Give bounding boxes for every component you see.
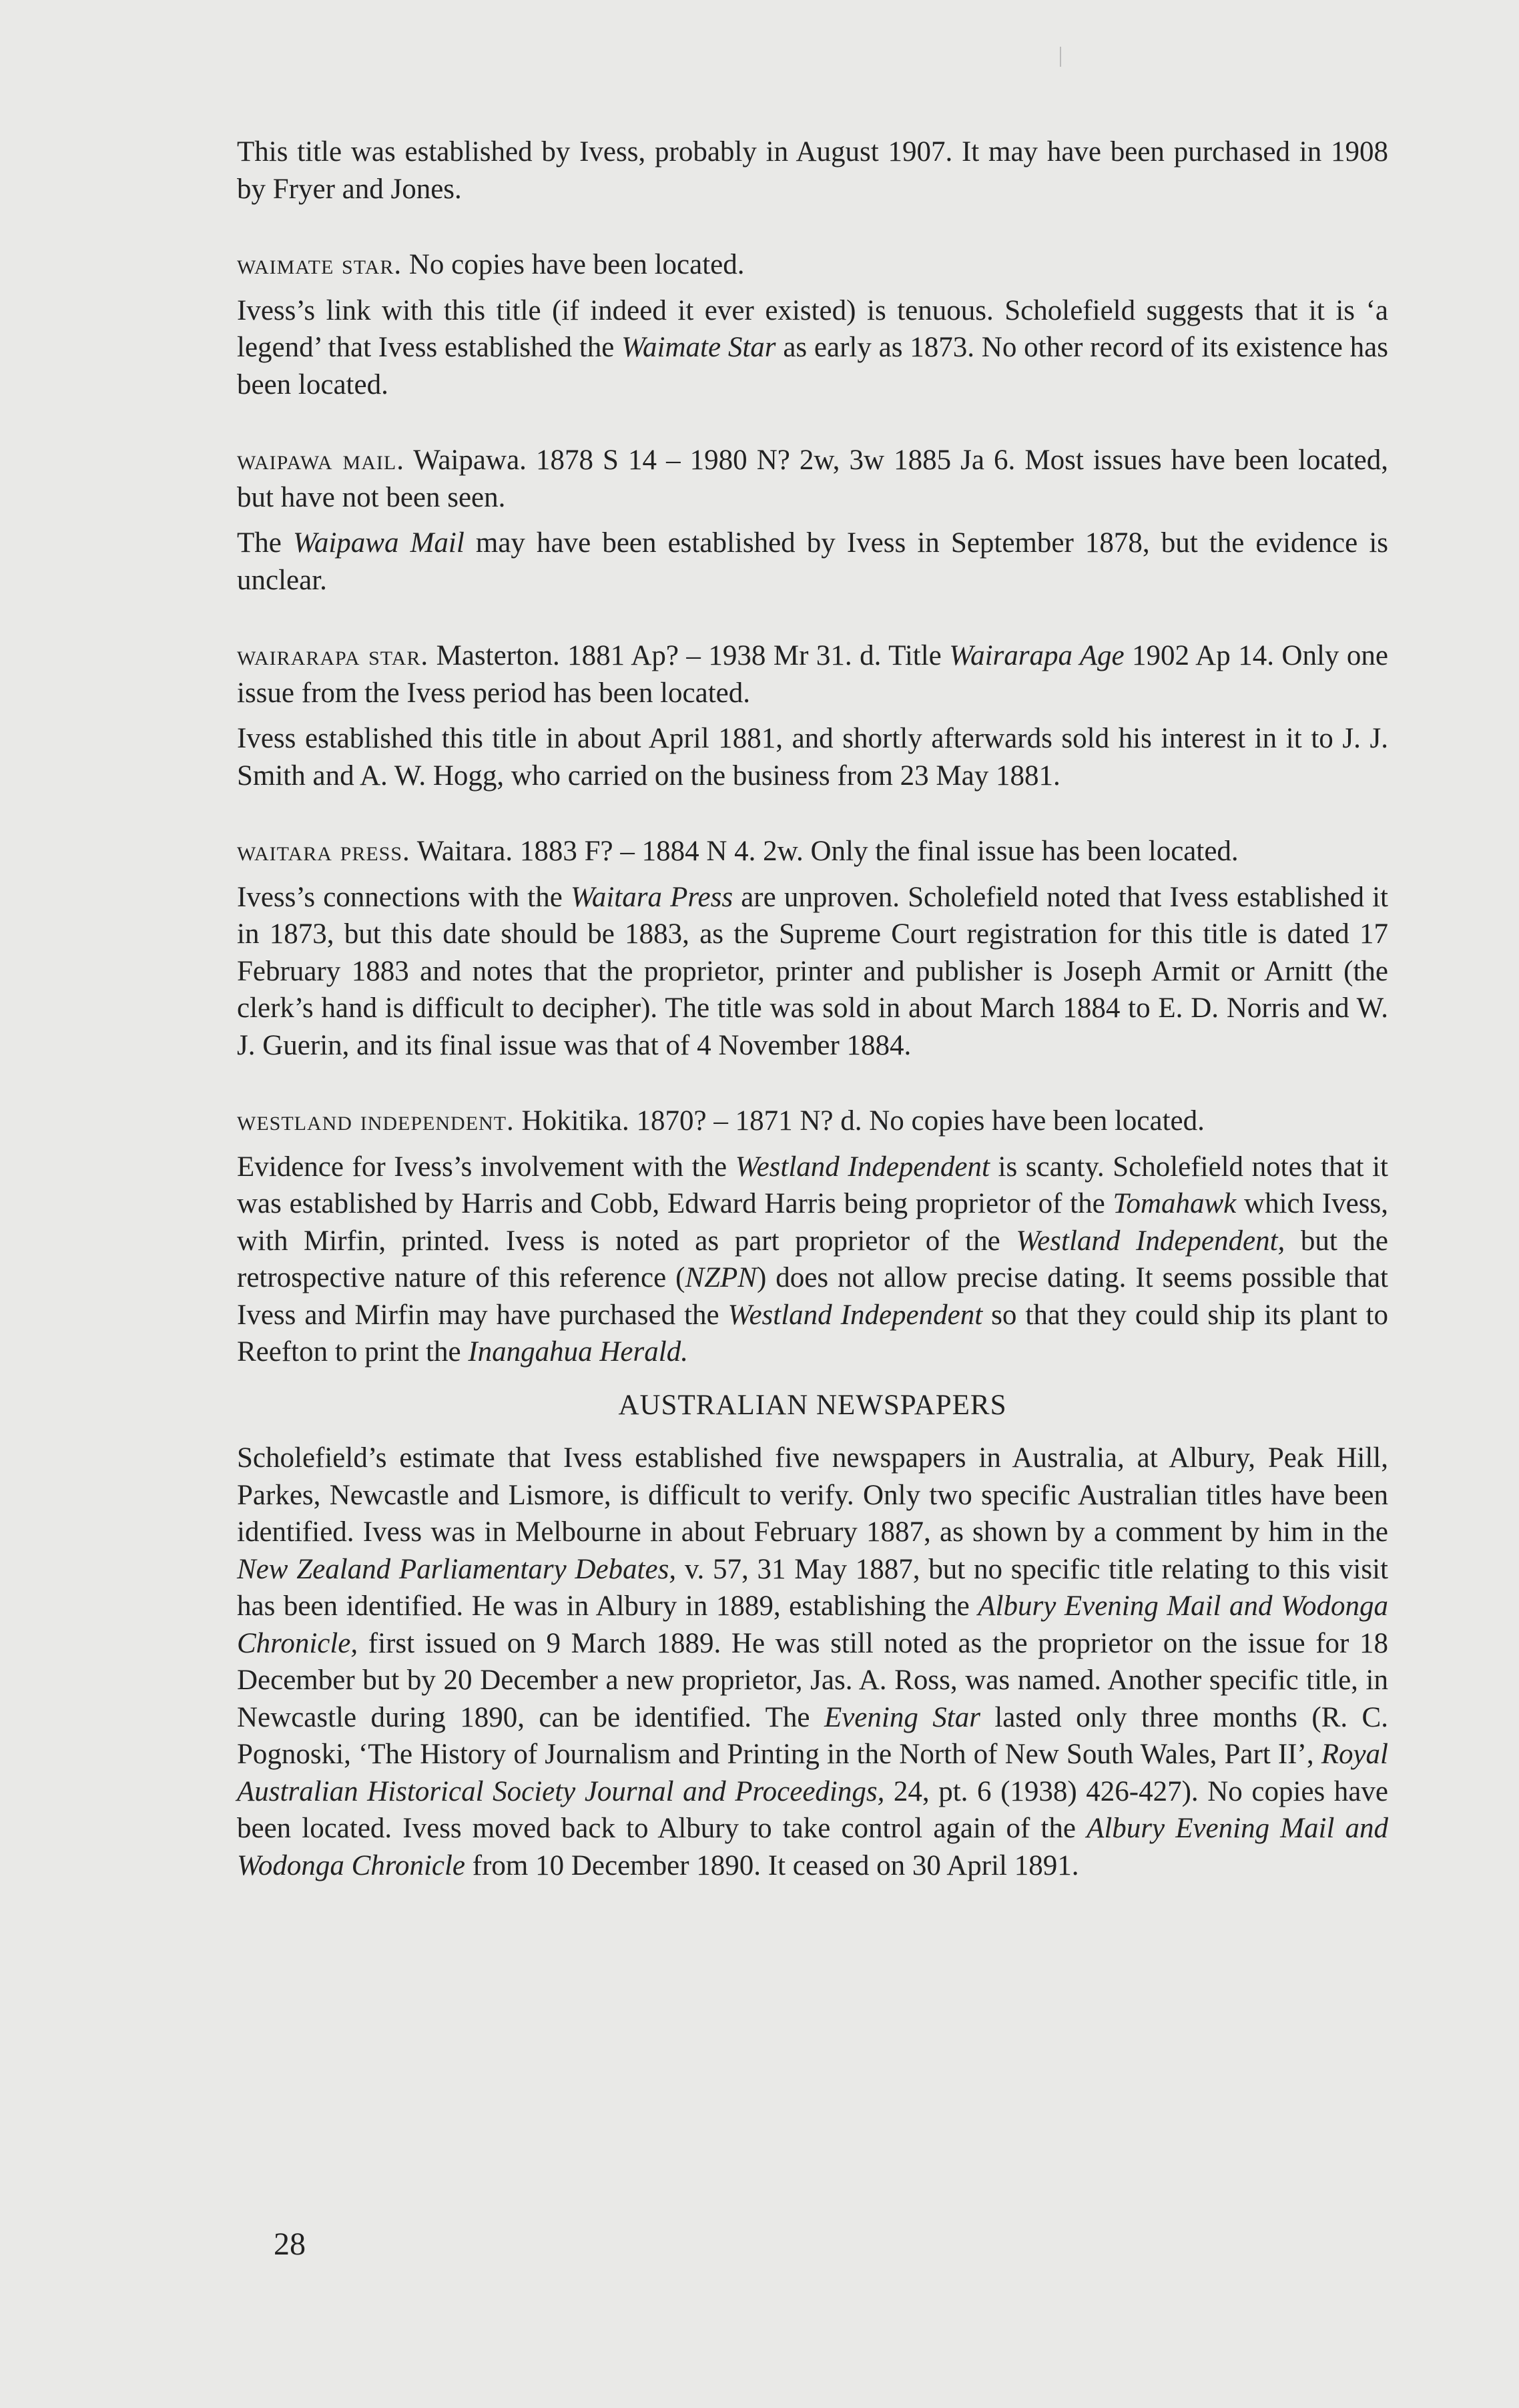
body-text [237,133,1388,1884]
section-heading: AUSTRALIAN NEWSPAPERS [618,1389,1007,1421]
paragraph-waimate-notes: Ivess’s link with this title (if indeed it ever existed) is tenuous. Scholefield suggests that it is ‘a legend’ that Ivess established the Waimate Star as early as 1873. No other record of its existence has been located. [237,294,1388,400]
entry-title: westland independent. [237,1105,515,1137]
margin-mark [1060,47,1061,67]
entry-westland-independent: westland independent. Hokitika. 1870? – 1871 N? d. No copies have been located. [237,1105,1205,1137]
entry-wairarapa-star: wairarapa star. Masterton. 1881 Ap? – 1938 Mr 31. d. Title Wairarapa Age 1902 Ap 14. Only one issue from the Ivess period has been located. [237,640,1388,709]
paragraph-westland-notes: Evidence for Ivess’s involvement with the Westland Independent is scanty. Scholefield notes that it was established by Harris and Cobb, Edward Harris being proprietor of the Tomahawk which Ivess, with Mirfin, printed. Ivess is noted as part proprietor of the Westland Independent, but the retrospective nature of this reference (NZPN) does not allow precise dating. It seems possible that Ivess and Mirfin may have purchased the Westland Independent so that they could ship its plant to Reefton to print the Inangahua Herald. [237,1151,1389,1368]
page-number: 28 [274,2226,306,2262]
paragraph-intro: This title was established by Ivess, probably in August 1907. It may have been purchased in 1908 by Fryer and Jones. [237,136,1388,205]
paragraph-australian-newspapers: Scholefield’s estimate that Ivess established five newspapers in Australia, at Albury, Peak Hill, Parkes, Newcastle and Lismore, is difficult to verify. Only two specific Australian titles have been identified. Ivess was in Melbourne in about February 1887, as shown by a comment by him in the New Zealand Parliamentary Debates, v. 57, 31 May 1887, but no specific title relating to this visit has been identified. He was in Albury in 1889, establishing the Albury Evening Mail and Wodonga Chronicle, first issued on 9 March 1889. He was still noted as the proprietor on the issue for 18 December but by 20 December a new proprietor, Jas. A. Ross, was named. Another specific title, in Newcastle during 1890, can be identified. The Evening Star lasted only three months (R. C. Pognoski, ‘The History of Journalism and Printing in the North of New South Wales, Part II’, Royal Australian Historical Society Journal and Proceedings, 24, pt. 6 (1938) 426-427). No copies have been located. Ivess moved back to Albury to take control again of the Albury Evening Mail and Wodonga Chronicle from 10 December 1890. It ceased on 30 April 1891. [237,1442,1388,1881]
paragraph-wairarapa-notes: Ivess established this title in about April 1881, and shortly afterwards sold his interest in it to J. J. Smith and A. W. Hogg, who carried on the business from 23 May 1881. [237,723,1388,792]
entry-title: waitara press. [237,836,410,867]
paragraph-waipawa-notes: The Waipawa Mail may have been established by Ivess in September 1878, but the evidence is unclear. [237,527,1389,596]
entry-waimate-star: waimate star. No copies have been located. [237,249,745,280]
entry-title: waipawa mail. [237,444,404,476]
entry-waipawa-mail: waipawa mail. Waipawa. 1878 S 14 – 1980 N? 2w, 3w 1885 Ja 6. Most issues have been located, but have not been seen. [237,444,1388,513]
entry-waitara-press: waitara press. Waitara. 1883 F? – 1884 N 4. 2w. Only the final issue has been located. [237,836,1239,867]
paragraph-waitara-notes: Ivess’s connections with the Waitara Press are unproven. Scholefield noted that Ivess established it in 1873, but this date should be 1883, as the Supreme Court registration for this title is dated 17 February 1883 and notes that the proprietor, printer and publisher is Joseph Armit or Arnitt (the clerk’s hand is difficult to decipher). The title was sold in about March 1884 to E. D. Norris and W. J. Guerin, and its final issue was that of 4 November 1884. [237,881,1388,1061]
entry-title: wairarapa star. [237,640,429,671]
entry-title: waimate star. [237,249,402,280]
